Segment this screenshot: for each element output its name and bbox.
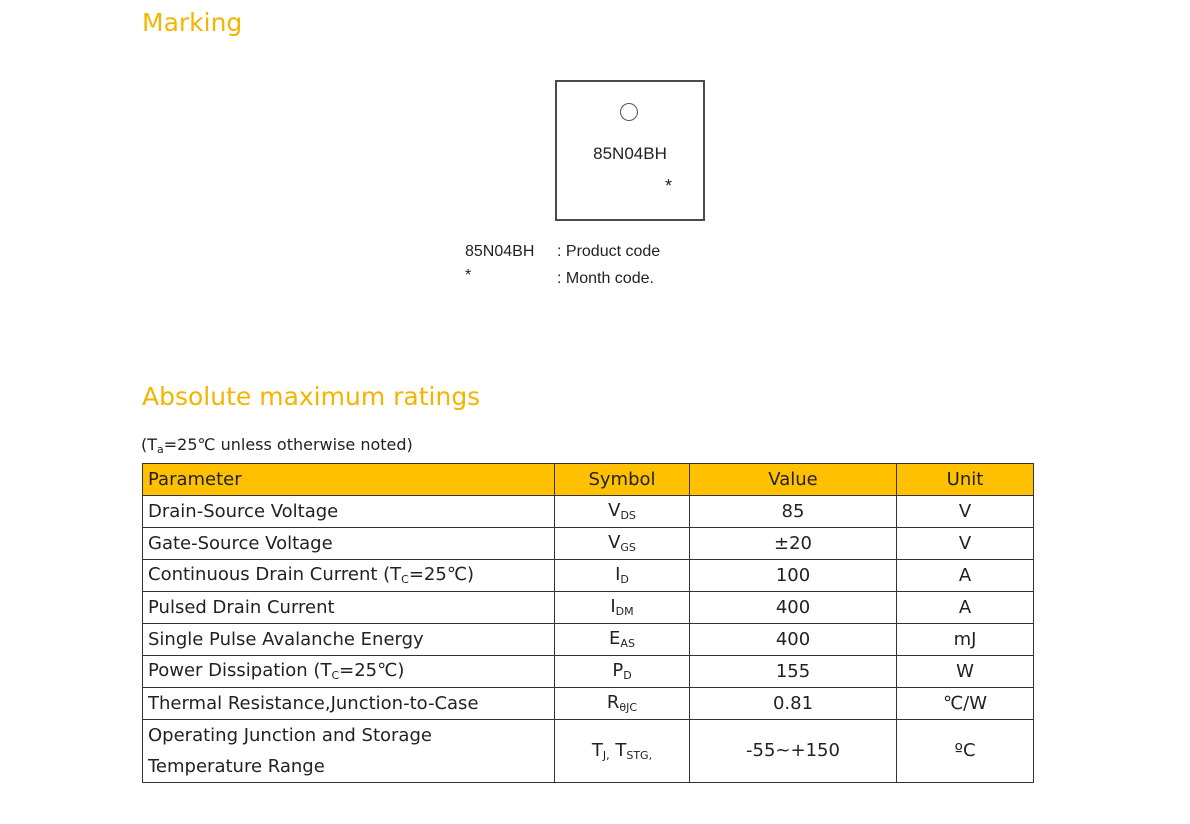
- row-parameter: Thermal Resistance,Junction-to-Case: [143, 688, 555, 720]
- table-row: [143, 496, 1034, 528]
- table-row: [143, 592, 1034, 624]
- row-symbol: $R_{\theta JC}$: [555, 688, 690, 720]
- table-row: [143, 528, 1034, 560]
- row-value: 85: [690, 496, 897, 528]
- row-value: 155: [690, 656, 897, 688]
- row-symbol: $V_{GS}$: [555, 528, 690, 560]
- row-symbol: $T_{J,}$ $T_{STG,}$: [555, 720, 690, 783]
- row-value: 100: [690, 560, 897, 592]
- row-parameter: Drain-Source Voltage: [143, 496, 555, 528]
- row-unit: ℃/W: [897, 688, 1034, 720]
- row-parameter: Operating Junction and Storage Temperature Range: [143, 720, 555, 783]
- row-parameter: Pulsed Drain Current: [143, 592, 555, 624]
- row-symbol: $I_{DM}$: [555, 592, 690, 624]
- table-row: [143, 560, 1034, 592]
- row-value: 0.81: [690, 688, 897, 720]
- row-symbol: $E_{AS}$: [555, 624, 690, 656]
- chip-month-code-mark: *: [665, 176, 673, 196]
- row-unit: ºC: [897, 720, 1034, 783]
- legend-product-code-desc: : Product code: [557, 243, 661, 260]
- pin1-indicator-icon: [620, 103, 638, 121]
- ratings-title: Absolute maximum ratings: [142, 382, 481, 411]
- row-unit: A: [897, 592, 1034, 624]
- header-parameter: Parameter: [143, 464, 555, 496]
- row-value: -55~+150: [690, 720, 897, 783]
- table-row: [143, 656, 1034, 688]
- chip-marking-diagram: [555, 80, 705, 221]
- header-value: Value: [690, 464, 897, 496]
- legend-month-code-key: *: [465, 267, 472, 284]
- legend-product-code-key: 85N04BH: [465, 243, 535, 260]
- row-value: ±20: [690, 528, 897, 560]
- table-row: [143, 688, 1034, 720]
- row-symbol: $I_D$: [555, 560, 690, 592]
- row-value: 400: [690, 624, 897, 656]
- table-row: [143, 624, 1034, 656]
- row-parameter: Continuous Drain Current $(T_C=25℃)$: [143, 560, 555, 592]
- header-symbol: Symbol: [555, 464, 690, 496]
- row-unit: V: [897, 496, 1034, 528]
- header-unit: Unit: [897, 464, 1034, 496]
- row-parameter: Power Dissipation $(T_C=25℃)$: [143, 656, 555, 688]
- row-parameter: Single Pulse Avalanche Energy: [143, 624, 555, 656]
- ratings-condition-note: ($T_a=25℃$ unless otherwise noted): [141, 435, 413, 456]
- chip-product-code: 85N04BH: [593, 144, 667, 163]
- row-symbol: $P_D$: [555, 656, 690, 688]
- row-unit: A: [897, 560, 1034, 592]
- row-value: 400: [690, 592, 897, 624]
- row-parameter: Gate-Source Voltage: [143, 528, 555, 560]
- table-header-row: [143, 464, 1034, 496]
- row-unit: W: [897, 656, 1034, 688]
- row-unit: V: [897, 528, 1034, 560]
- ratings-table: [142, 463, 1034, 783]
- table-row: [143, 720, 1034, 783]
- marking-title: Marking: [142, 8, 243, 37]
- legend-month-code-desc: : Month code.: [557, 270, 654, 287]
- row-unit: mJ: [897, 624, 1034, 656]
- row-symbol: $V_{DS}$: [555, 496, 690, 528]
